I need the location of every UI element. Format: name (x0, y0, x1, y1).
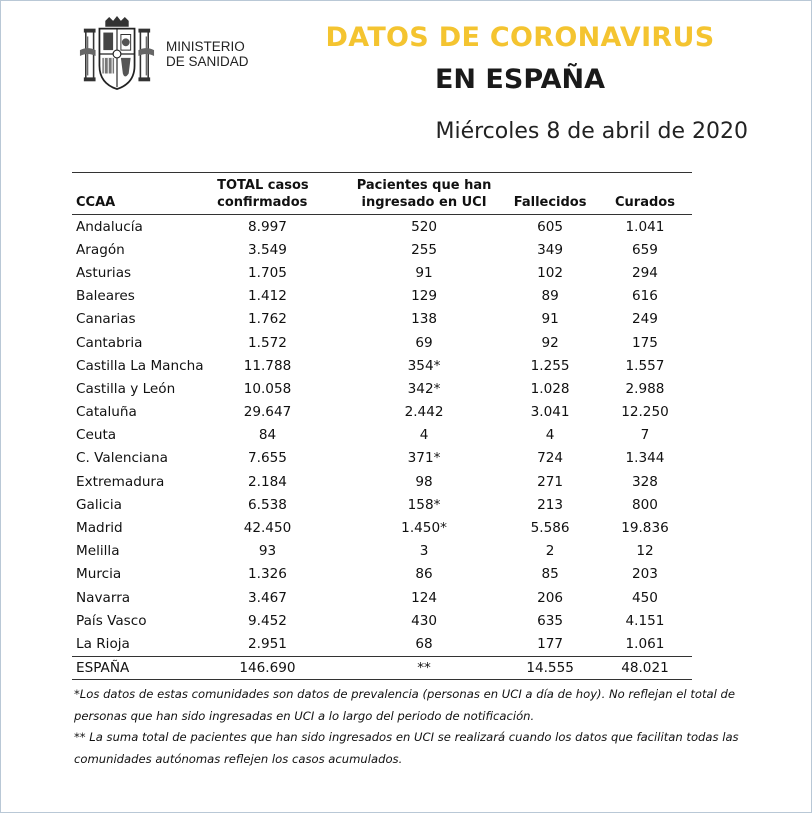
cell-uci: 255 (411, 241, 438, 258)
cell-curados: 203 (632, 566, 658, 583)
cell-fallecidos: 102 (537, 264, 564, 281)
cell-curados: 19.836 (621, 520, 669, 537)
cell-curados: 659 (632, 241, 658, 258)
cell-fallecidos: 1.255 (530, 357, 570, 374)
cell-ccaa: Canarias (76, 311, 136, 328)
total-ccaa: ESPAÑA (76, 659, 130, 676)
cell-fallecidos: 349 (537, 241, 564, 258)
cell-fallecidos: 3.041 (530, 404, 570, 421)
table-row (72, 540, 692, 563)
cell-uci: 4 (419, 427, 429, 444)
cell-cases: 9.452 (248, 612, 287, 629)
cell-uci: 86 (415, 566, 433, 583)
header-ccaa: CCAA (76, 195, 116, 210)
cell-curados: 249 (632, 311, 658, 328)
cell-fallecidos: 89 (541, 288, 559, 305)
cell-uci: 68 (415, 635, 433, 652)
cell-fallecidos: 2 (545, 543, 555, 560)
table-row (72, 285, 692, 308)
title-line-1: DATOS DE CORONAVIRUS (325, 22, 715, 53)
cell-uci: 371* (407, 450, 441, 467)
cases-table (72, 172, 692, 680)
cell-ccaa: Castilla La Mancha (76, 357, 204, 374)
table-footer (72, 656, 692, 679)
cell-uci: 124 (411, 589, 438, 606)
cell-curados: 7 (640, 427, 650, 444)
cell-curados: 800 (632, 496, 658, 513)
header-uci: Pacientes que han ingresado en UCI (356, 178, 492, 210)
cell-cases: 11.788 (243, 357, 292, 374)
cell-curados: 1.061 (625, 635, 665, 652)
total-cases: 146.690 (239, 659, 296, 676)
cell-cases: 8.997 (248, 218, 287, 235)
title-line-2: EN ESPAÑA (434, 64, 606, 95)
cell-fallecidos: 635 (537, 612, 564, 629)
table-body (72, 215, 692, 657)
total-uci: ** (417, 659, 431, 676)
cell-fallecidos: 91 (541, 311, 559, 328)
cell-curados: 12 (636, 543, 654, 560)
cell-curados: 328 (632, 473, 658, 490)
cell-cases: 1.705 (248, 264, 287, 281)
cell-ccaa: Extremadura (76, 473, 165, 490)
cell-cases: 1.572 (248, 334, 287, 351)
footnotes (74, 684, 742, 770)
ministry-name (166, 39, 249, 69)
table-row (72, 586, 692, 609)
table-row (72, 215, 692, 239)
cell-fallecidos: 271 (537, 473, 564, 490)
table-row (72, 447, 692, 470)
cell-curados: 1.041 (625, 218, 665, 235)
table-row (72, 493, 692, 516)
header-fallecidos: Fallecidos (513, 195, 587, 210)
cell-cases: 6.538 (248, 496, 287, 513)
cell-uci: 129 (411, 288, 438, 305)
ministry-logo (78, 14, 258, 94)
cell-ccaa: Murcia (76, 566, 122, 583)
header-row (72, 173, 692, 215)
cell-ccaa: C. Valenciana (76, 450, 168, 467)
total-row (72, 656, 692, 679)
cell-fallecidos: 605 (537, 218, 564, 235)
cell-uci: 1.450* (401, 520, 447, 537)
cell-curados: 1.557 (625, 357, 665, 374)
cell-cases: 1.412 (248, 288, 287, 305)
cell-cases: 1.326 (248, 566, 287, 583)
cell-curados: 616 (632, 288, 658, 305)
cell-fallecidos: 85 (541, 566, 559, 583)
table-row (72, 238, 692, 261)
cell-fallecidos: 92 (541, 334, 559, 351)
cell-ccaa: Navarra (76, 589, 131, 606)
cell-cases: 93 (258, 543, 277, 560)
table-row (72, 308, 692, 331)
header-curados: Curados (614, 195, 675, 210)
cell-ccaa: Cantabria (76, 334, 143, 351)
total-fallecidos: 14.555 (526, 659, 574, 676)
cell-fallecidos: 206 (537, 589, 564, 606)
cell-fallecidos: 4 (545, 427, 555, 444)
cell-cases: 42.450 (243, 520, 292, 537)
cell-uci: 91 (415, 264, 433, 281)
cell-cases: 84 (258, 427, 277, 444)
cell-cases: 2.951 (248, 635, 287, 652)
spain-coat-of-arms-icon (78, 15, 156, 93)
footnote-1: *Los datos de estas comunidades son datos de prevalencia (personas en UCI a día de hoy). No reflejan el total de personas que han sido ingresadas en UCI a lo largo del periodo de notificación. (74, 687, 736, 723)
cell-fallecidos: 5.586 (530, 520, 570, 537)
cell-curados: 175 (632, 334, 658, 351)
cell-ccaa: Asturias (76, 264, 132, 281)
table-row (72, 563, 692, 586)
cell-cases: 7.655 (248, 450, 287, 467)
cell-uci: 98 (415, 473, 433, 490)
cell-cases: 10.058 (243, 380, 292, 397)
cell-fallecidos: 1.028 (530, 380, 570, 397)
cell-uci: 2.442 (404, 404, 444, 421)
cell-uci: 138 (411, 311, 438, 328)
cell-cases: 3.549 (248, 241, 287, 258)
cell-ccaa: Melilla (76, 543, 120, 560)
table-row (72, 401, 692, 424)
cell-fallecidos: 177 (537, 635, 564, 652)
cell-uci: 430 (411, 612, 438, 629)
table-row (72, 632, 692, 656)
table-row (72, 377, 692, 400)
cell-ccaa: Cataluña (76, 404, 137, 421)
cell-ccaa: Aragón (76, 241, 125, 258)
cell-ccaa: La Rioja (76, 635, 130, 652)
cell-cases: 2.184 (248, 473, 287, 490)
cell-fallecidos: 213 (537, 496, 564, 513)
cell-curados: 4.151 (625, 612, 665, 629)
cell-ccaa: Baleares (76, 288, 135, 305)
cell-cases: 1.762 (248, 311, 287, 328)
table-row (72, 516, 692, 539)
table-header (72, 173, 692, 215)
cell-fallecidos: 724 (537, 450, 564, 467)
cell-uci: 354* (407, 357, 441, 374)
cell-uci: 520 (411, 218, 438, 235)
ministry-line-1: MINISTERIO (166, 39, 245, 54)
cell-cases: 29.647 (243, 404, 292, 421)
table-row (72, 261, 692, 284)
cell-curados: 1.344 (625, 450, 665, 467)
cell-ccaa: Galicia (76, 496, 122, 513)
footnote-2: ** La suma total de pacientes que han sido ingresados en UCI se realizará cuando los datos que facilitan todas las comunidades autónomas reflejen los casos acumulados. (74, 730, 739, 766)
cell-uci: 342* (407, 380, 441, 397)
cell-curados: 294 (632, 264, 658, 281)
cell-curados: 12.250 (621, 404, 669, 421)
cell-curados: 450 (632, 589, 658, 606)
cell-ccaa: Ceuta (76, 427, 117, 444)
cell-ccaa: Castilla y León (76, 380, 176, 397)
cell-uci: 158* (407, 496, 441, 513)
cell-ccaa: Madrid (76, 520, 123, 537)
cell-uci: 3 (419, 543, 429, 560)
table-row (72, 470, 692, 493)
total-curados: 48.021 (621, 659, 669, 676)
cell-ccaa: País Vasco (76, 612, 147, 629)
table-row (72, 331, 692, 354)
header-total: TOTAL casos confirmados (217, 178, 309, 210)
table-row (72, 424, 692, 447)
ministry-line-2: DE SANIDAD (166, 54, 249, 69)
cell-ccaa: Andalucía (76, 218, 143, 235)
report-date: Miércoles 8 de abril de 2020 (435, 119, 748, 144)
cell-curados: 2.988 (625, 380, 665, 397)
table-row (72, 609, 692, 632)
cell-uci: 69 (415, 334, 433, 351)
cell-cases: 3.467 (248, 589, 287, 606)
table-row (72, 354, 692, 377)
